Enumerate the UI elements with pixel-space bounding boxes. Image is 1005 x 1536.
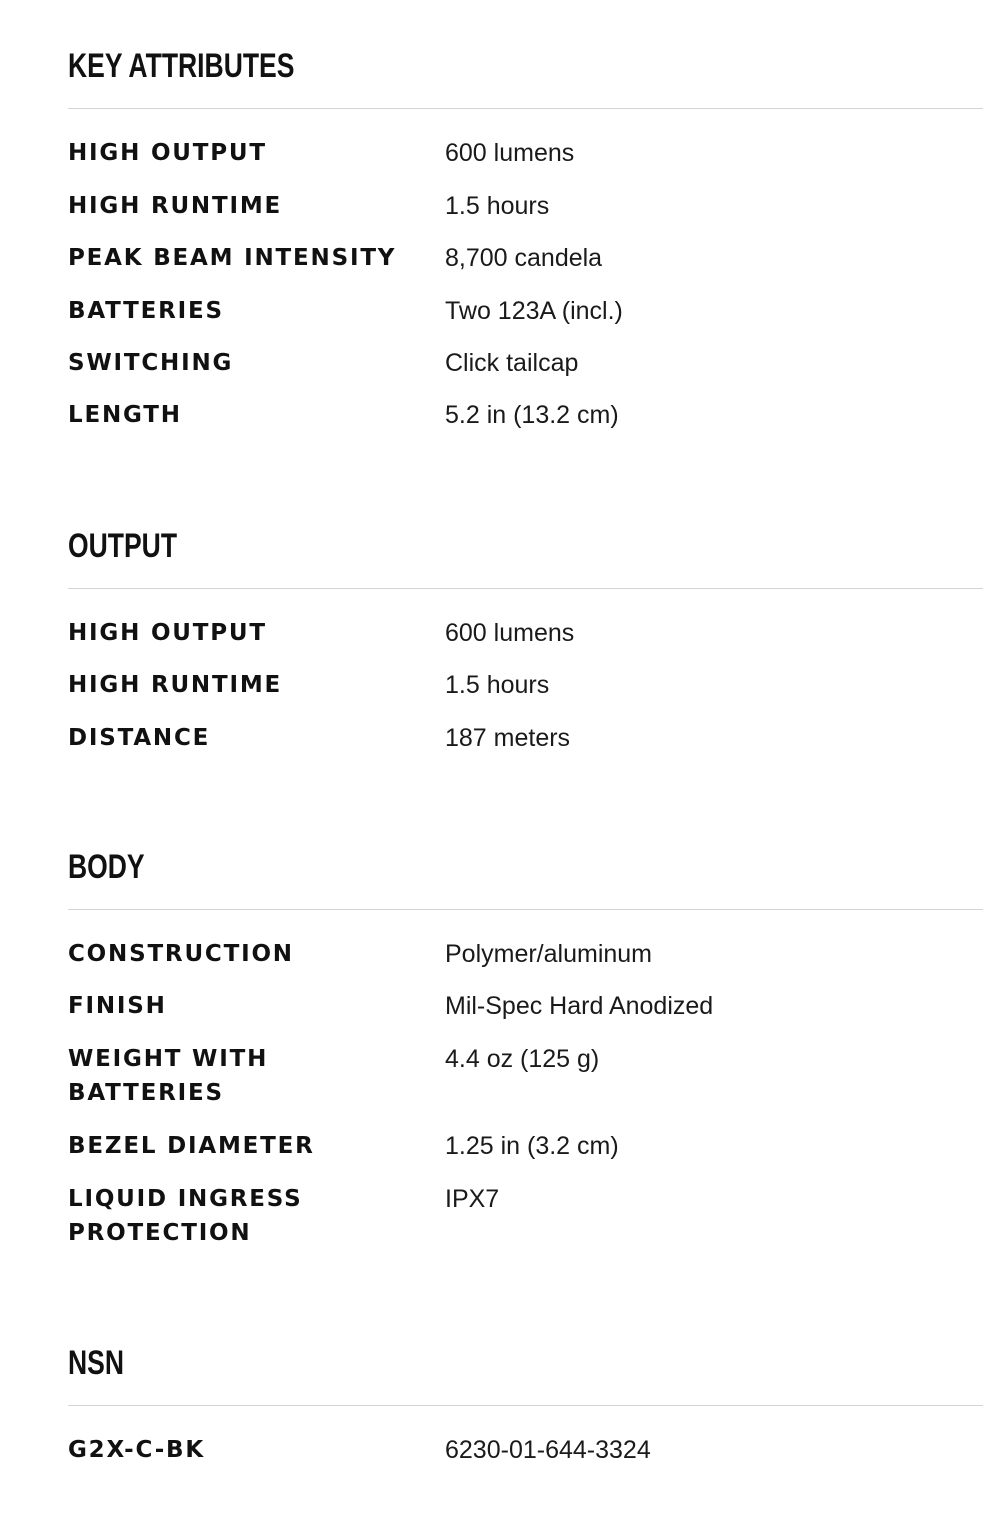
- spec-value: 5.2 in (13.2 cm): [445, 401, 619, 429]
- spec-value: 1.5 hours: [445, 671, 550, 699]
- spec-label: LIQUID INGRESS PROTECTION: [68, 1186, 303, 1246]
- spec-value: Click tailcap: [445, 349, 579, 377]
- section-title: NSN: [68, 1344, 125, 1382]
- spec-value: Mil-Spec Hard Anodized: [445, 992, 714, 1020]
- spec-value: 1.25 in (3.2 cm): [445, 1132, 619, 1160]
- spec-label: HIGH RUNTIME: [68, 672, 283, 698]
- spec-value: IPX7: [445, 1185, 500, 1213]
- spec-value: Two 123A (incl.): [445, 297, 623, 325]
- spec-label: WEIGHT WITH BATTERIES: [68, 1046, 269, 1106]
- spec-value: 8,700 candela: [445, 244, 603, 272]
- section-divider: [68, 588, 983, 589]
- spec-label: SWITCHING: [68, 350, 234, 376]
- section-divider: [68, 108, 983, 109]
- spec-label: DISTANCE: [68, 725, 211, 751]
- spec-label: FINISH: [68, 993, 167, 1019]
- spec-label: HIGH OUTPUT: [68, 620, 267, 646]
- spec-value: Polymer/aluminum: [445, 940, 653, 968]
- spec-value: 600 lumens: [445, 139, 575, 167]
- spec-label: BEZEL DIAMETER: [68, 1133, 315, 1159]
- spec-label: CONSTRUCTION: [68, 941, 294, 967]
- spec-value: 4.4 oz (125 g): [445, 1045, 600, 1073]
- section-title: BODY: [68, 848, 145, 886]
- spec-label: HIGH OUTPUT: [68, 140, 267, 166]
- spec-value: 1.5 hours: [445, 192, 550, 220]
- spec-label: BATTERIES: [68, 298, 224, 324]
- section-divider: [68, 909, 983, 910]
- section-title: KEY ATTRIBUTES: [68, 47, 295, 85]
- spec-label: HIGH RUNTIME: [68, 193, 283, 219]
- spec-label: PEAK BEAM INTENSITY: [68, 245, 397, 271]
- section-divider: [68, 1405, 983, 1406]
- spec-label: G2X-C-BK: [68, 1437, 205, 1463]
- spec-value: 6230-01-644-3324: [445, 1436, 651, 1464]
- spec-value: 187 meters: [445, 724, 571, 752]
- section-title: OUTPUT: [68, 527, 178, 565]
- spec-label: LENGTH: [68, 402, 182, 428]
- spec-value: 600 lumens: [445, 619, 575, 647]
